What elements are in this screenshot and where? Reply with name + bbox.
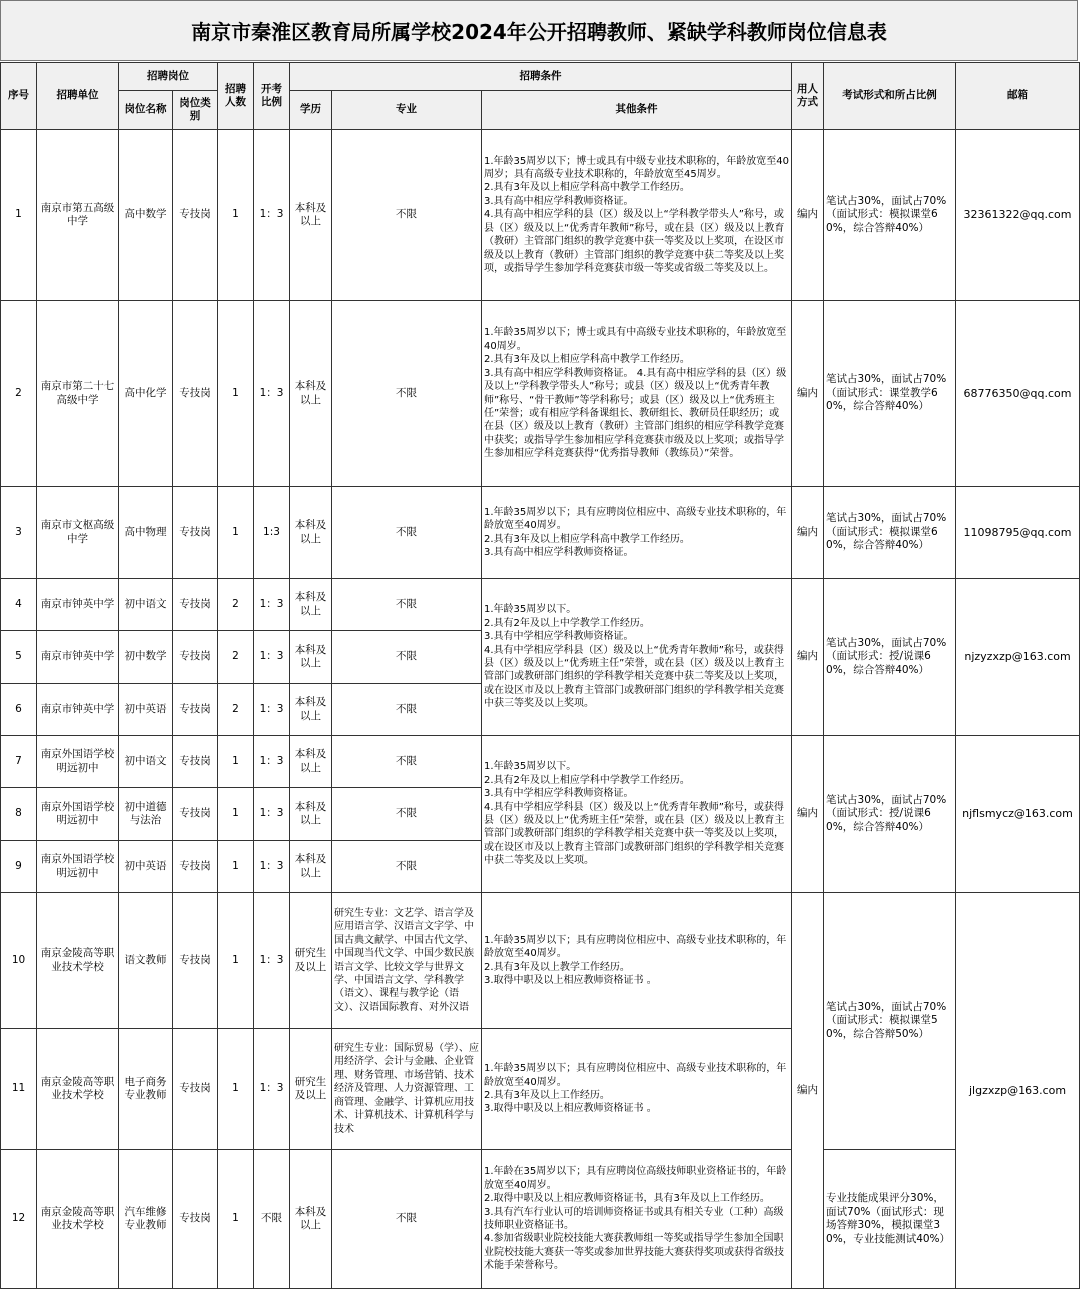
cell-hire: 编内 — [792, 487, 824, 579]
cell-seq: 5 — [1, 631, 37, 684]
cell-hire: 编内 — [792, 579, 824, 736]
cell-post: 初中语文 — [119, 736, 173, 788]
header-seq: 序号 — [1, 63, 37, 130]
cell-count: 1 — [218, 1150, 254, 1289]
cell-type: 专技岗 — [173, 1150, 218, 1289]
cell-seq: 2 — [1, 301, 37, 487]
cell-email: njflsmycz@163.com — [956, 736, 1080, 893]
cell-hire: 编内 — [792, 301, 824, 487]
header-count: 招聘人数 — [218, 63, 254, 130]
cell-ratio: 1：3 — [254, 684, 290, 736]
cell-seq: 3 — [1, 487, 37, 579]
cell-other-conditions: 1.年龄35周岁以下；博士或具有中高级专业技术职称的，年龄放宽至40周岁。 2.具有3年及以上相应学科高中教学工作经历。 3.具有高中相应学科教师资格证。 4.具有高中相应学科的县（区）级及以上“学科教学带头人”称号；或县（区）级及以上“优秀青年教师”称号、“骨干教师”等学科称号；或县（区）级及以上“优秀班主任”荣誉；或有相应学科备课组长、教研组长、教研员任职经历；或在县（区）级及以上教育（教研）主管部门组织的相应学科教学竞赛中获奖；或指导学生参加相应学科竞赛获市级及以上奖项；或指导学生参加相应学科竞赛获得“优秀指导教师（教练员）”荣誉。 — [482, 301, 792, 487]
header-post-type: 岗位类别 — [173, 91, 218, 130]
cell-post: 语文教师 — [119, 893, 173, 1029]
cell-type: 专技岗 — [173, 893, 218, 1029]
cell-major: 不限 — [332, 631, 482, 684]
table-row — [1, 736, 1080, 788]
cell-exam: 笔试占30%，面试占70%（面试形式：模拟课堂60%，综合答辩40%） — [824, 130, 956, 301]
cell-edu: 本科及以上 — [290, 841, 332, 893]
cell-major: 不限 — [332, 841, 482, 893]
cell-major: 不限 — [332, 1150, 482, 1289]
cell-exam: 专业技能成果评分30%，面试70%（面试形式：现场答辩30%，模拟课堂30%，专业技能测试40%） — [824, 1150, 956, 1289]
cell-seq: 8 — [1, 788, 37, 841]
cell-edu: 本科及以上 — [290, 579, 332, 631]
cell-unit: 南京市文枢高级中学 — [37, 487, 119, 579]
cell-unit: 南京外国语学校明远初中 — [37, 841, 119, 893]
cell-count: 1 — [218, 301, 254, 487]
cell-major: 不限 — [332, 736, 482, 788]
cell-post: 电子商务专业教师 — [119, 1029, 173, 1150]
cell-email: 32361322@qq.com — [956, 130, 1080, 301]
cell-major: 研究生专业：文艺学、语言学及应用语言学、汉语言文字学、中国古典文献学、中国古代文学、中国现当代文学、中国少数民族语言文学、比较文学与世界文学、中国语言文学、学科教学（语文）、课程与教学论（语文）、汉语国际教育、对外汉语 — [332, 893, 482, 1029]
table-row — [1, 579, 1080, 631]
cell-type: 专技岗 — [173, 736, 218, 788]
cell-ratio: 1：3 — [254, 841, 290, 893]
header-post: 招聘岗位 — [119, 63, 218, 91]
cell-seq: 10 — [1, 893, 37, 1029]
table-row — [1, 130, 1080, 301]
cell-ratio: 1：3 — [254, 1029, 290, 1150]
table-row — [1, 1150, 1080, 1289]
cell-unit: 南京市钟英中学 — [37, 579, 119, 631]
cell-unit: 南京金陵高等职业技术学校 — [37, 1150, 119, 1289]
cell-email: jlgzxzp@163.com — [956, 893, 1080, 1289]
cell-major: 不限 — [332, 487, 482, 579]
cell-ratio: 不限 — [254, 1150, 290, 1289]
cell-other-conditions: 1.年龄35周岁以下；具有应聘岗位相应中、高级专业技术职称的，年龄放宽至40周岁。 2.具有3年及以上相应学科高中教学工作经历。 3.具有高中相应学科教师资格证。 — [482, 487, 792, 579]
cell-edu: 本科及以上 — [290, 684, 332, 736]
table-row — [1, 893, 1080, 1029]
cell-count: 1 — [218, 841, 254, 893]
cell-seq: 12 — [1, 1150, 37, 1289]
cell-post: 汽车维修专业教师 — [119, 1150, 173, 1289]
header-email: 邮箱 — [956, 63, 1080, 130]
header-major: 专业 — [332, 91, 482, 130]
cell-unit: 南京市第二十七高级中学 — [37, 301, 119, 487]
cell-post: 高中化学 — [119, 301, 173, 487]
cell-unit: 南京市钟英中学 — [37, 684, 119, 736]
cell-major: 研究生专业：国际贸易（学）、应用经济学、会计与金融、企业管理、财务管理、市场营销、技术经济及管理、人力资源管理、工商管理、金融学、计算机应用技术、计算机技术、计算机科学与技术 — [332, 1029, 482, 1150]
header-exam: 考试形式和所占比例 — [824, 63, 956, 130]
cell-unit: 南京外国语学校明远初中 — [37, 736, 119, 788]
cell-type: 专技岗 — [173, 684, 218, 736]
cell-edu: 本科及以上 — [290, 631, 332, 684]
cell-edu: 研究生及以上 — [290, 1029, 332, 1150]
cell-post: 初中数学 — [119, 631, 173, 684]
cell-ratio: 1：3 — [254, 736, 290, 788]
cell-email: 11098795@qq.com — [956, 487, 1080, 579]
cell-post: 初中语文 — [119, 579, 173, 631]
cell-major: 不限 — [332, 301, 482, 487]
cell-ratio: 1：3 — [254, 301, 290, 487]
cell-edu: 研究生及以上 — [290, 893, 332, 1029]
cell-unit: 南京市第五高级中学 — [37, 130, 119, 301]
cell-exam: 笔试占30%，面试占70%（面试形式：模拟课堂60%，综合答辩40%） — [824, 487, 956, 579]
cell-email: njzyzxzp@163.com — [956, 579, 1080, 736]
header-ratio: 开考比例 — [254, 63, 290, 130]
cell-count: 1 — [218, 736, 254, 788]
cell-count: 2 — [218, 631, 254, 684]
cell-post: 高中数学 — [119, 130, 173, 301]
cell-edu: 本科及以上 — [290, 736, 332, 788]
cell-seq: 4 — [1, 579, 37, 631]
cell-seq: 7 — [1, 736, 37, 788]
cell-unit: 南京市钟英中学 — [37, 631, 119, 684]
cell-major: 不限 — [332, 788, 482, 841]
cell-post: 初中英语 — [119, 684, 173, 736]
cell-seq: 1 — [1, 130, 37, 301]
cell-exam: 笔试占30%，面试占70%（面试形式：课堂教学60%，综合答辩40%） — [824, 301, 956, 487]
cell-count: 1 — [218, 130, 254, 301]
cell-seq: 9 — [1, 841, 37, 893]
cell-edu: 本科及以上 — [290, 301, 332, 487]
recruitment-table — [0, 62, 1080, 1289]
cell-other-conditions: 1.年龄35周岁以下；具有应聘岗位相应中、高级专业技术职称的，年龄放宽至40周岁。 2.具有3年及以上教学工作经历。 3.取得中职及以上相应教师资格证书 。 — [482, 893, 792, 1029]
cell-ratio: 1:3 — [254, 487, 290, 579]
header-unit: 招聘单位 — [37, 63, 119, 130]
cell-hire: 编内 — [792, 893, 824, 1289]
cell-ratio: 1：3 — [254, 631, 290, 684]
cell-other-conditions: 1.年龄35周岁以下；博士或具有中级专业技术职称的，年龄放宽至40周岁；具有高级专业技术职称的，年龄放宽至45周岁。 2.具有3年及以上相应学科高中教学工作经历。 3.具有高中相应学科教师资格证。 4.具有高中相应学科的县（区）级及以上“学科教学带头人”称号，或县（区）级及以上“优秀青年教师”称号，或在县（区）级及以上教育（教研）主管部门组织的教学竞赛中获一等奖及以上奖项，在设区市级及以上教育（教研）主管部门组织的教学竞赛中获二等奖及以上奖项，或指导学生参加学科竞赛获市级一等奖或省级二等奖及以上。 — [482, 130, 792, 301]
cell-type: 专技岗 — [173, 788, 218, 841]
cell-count: 2 — [218, 684, 254, 736]
header-post-name: 岗位名称 — [119, 91, 173, 130]
cell-major: 不限 — [332, 579, 482, 631]
cell-edu: 本科及以上 — [290, 1150, 332, 1289]
cell-count: 1 — [218, 487, 254, 579]
cell-type: 专技岗 — [173, 841, 218, 893]
cell-post: 初中道德与法治 — [119, 788, 173, 841]
cell-type: 专技岗 — [173, 1029, 218, 1150]
cell-ratio: 1：3 — [254, 788, 290, 841]
header-hire: 用人方式 — [792, 63, 824, 130]
cell-count: 1 — [218, 788, 254, 841]
cell-exam: 笔试占30%，面试占70%（面试形式：授/说课60%，综合答辩40%） — [824, 736, 956, 893]
cell-type: 专技岗 — [173, 579, 218, 631]
table-row — [1, 487, 1080, 579]
cell-email: 68776350@qq.com — [956, 301, 1080, 487]
sheet-title: 南京市秦淮区教育局所属学校2024年公开招聘教师、紧缺学科教师岗位信息表 — [0, 0, 1078, 61]
cell-ratio: 1：3 — [254, 579, 290, 631]
table-row — [1, 301, 1080, 487]
cell-hire: 编内 — [792, 736, 824, 893]
cell-exam: 笔试占30%，面试占70%（面试形式：授/说课60%，综合答辩40%） — [824, 579, 956, 736]
header-conditions: 招聘条件 — [290, 63, 792, 91]
cell-ratio: 1：3 — [254, 130, 290, 301]
cell-other-conditions: 1.年龄35周岁以下。 2.具有2年及以上相应学科中学教学工作经历。 3.具有中学相应学科教师资格证。 4.具有中学相应学科县（区）级及以上“优秀青年教师”称号，或获得县（区）级及以上“优秀班主任”荣誉，或在县（区）级及以上教育主管部门或教研部门组织的学科教学相关竞赛中获一等奖及以上奖项，或在设区市及以上教育主管部门或教研部门组织的学科教学相关竞赛中获二等奖及以上奖项。 — [482, 736, 792, 893]
cell-exam: 笔试占30%，面试占70%（面试形式：模拟课堂50%，综合答辩50%） — [824, 893, 956, 1150]
cell-seq: 11 — [1, 1029, 37, 1150]
cell-unit: 南京金陵高等职业技术学校 — [37, 1029, 119, 1150]
header-other: 其他条件 — [482, 91, 792, 130]
cell-edu: 本科及以上 — [290, 788, 332, 841]
cell-type: 专技岗 — [173, 130, 218, 301]
cell-edu: 本科及以上 — [290, 487, 332, 579]
cell-major: 不限 — [332, 684, 482, 736]
cell-type: 专技岗 — [173, 631, 218, 684]
header-edu: 学历 — [290, 91, 332, 130]
cell-count: 1 — [218, 1029, 254, 1150]
cell-type: 专技岗 — [173, 301, 218, 487]
cell-ratio: 1：3 — [254, 893, 290, 1029]
cell-edu: 本科及以上 — [290, 130, 332, 301]
cell-other-conditions: 1.年龄在35周岁以下；具有应聘岗位高级技师职业资格证书的，年龄放宽至40周岁。 2.取得中职及以上相应教师资格证书，具有3年及以上工作经历。 3.具有汽车行业认可的培训师资格证书或具有相关专业（工种）高级技师职业资格证书。 4.参加省级职业院校技能大赛获教师组一等奖或指导学生参加全国职业院校技能大赛获一等奖或参加世界技能大赛获得奖项或获得省级技术能手荣誉称号。 — [482, 1150, 792, 1289]
cell-unit: 南京金陵高等职业技术学校 — [37, 893, 119, 1029]
cell-post: 初中英语 — [119, 841, 173, 893]
cell-type: 专技岗 — [173, 487, 218, 579]
cell-major: 不限 — [332, 130, 482, 301]
cell-other-conditions: 1.年龄35周岁以下；具有应聘岗位相应中、高级专业技术职称的，年龄放宽至40周岁。 2.具有3年及以上工作经历。 3.取得中职及以上相应教师资格证书 。 — [482, 1029, 792, 1150]
cell-post: 高中物理 — [119, 487, 173, 579]
cell-seq: 6 — [1, 684, 37, 736]
cell-unit: 南京外国语学校明远初中 — [37, 788, 119, 841]
cell-other-conditions: 1.年龄35周岁以下。 2.具有2年及以上中学教学工作经历。 3.具有中学相应学科教师资格证。 4.具有中学相应学科县（区）级及以上“优秀青年教师”称号，或获得县（区）级及以上“优秀班主任”荣誉，或在县（区）级及以上教育主管部门或教研部门组织的学科教学相关竞赛中获二等奖及以上奖项，或在设区市及以上教育主管部门或教研部门组织的学科教学相关竞赛中获三等奖及以上奖项。 — [482, 579, 792, 736]
cell-hire: 编内 — [792, 130, 824, 301]
cell-count: 2 — [218, 579, 254, 631]
cell-count: 1 — [218, 893, 254, 1029]
